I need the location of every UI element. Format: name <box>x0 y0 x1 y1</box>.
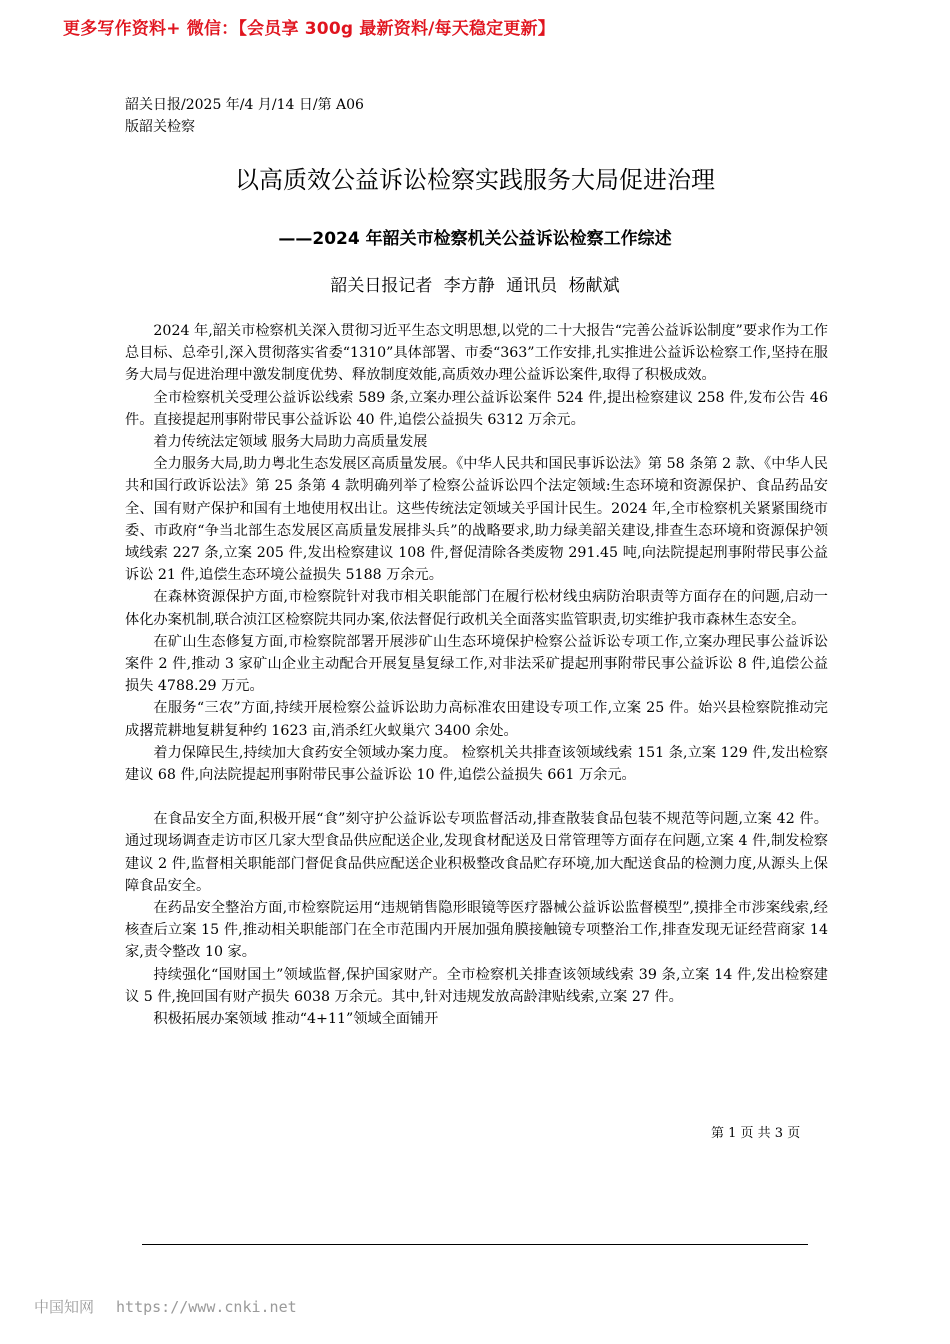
source-line-1: 韶关日报/2025 年/4 月/14 日/第 A06 <box>125 97 364 113</box>
section-heading: 积极拓展办案领域 推动“4+11”领域全面铺开 <box>153 1011 439 1028</box>
paragraph: 全市检察机关受理公益诉讼线索 589 条,立案办理公益诉讼案件 524 件,提出检察建议 258 件,发布公告 46 件。直接提起刑事附带民事公益诉讼 40 件,追偿公益损失 6312 万余元。 <box>125 389 828 428</box>
article-body <box>125 320 828 1030</box>
page-number: 第 1 页 共 3 页 <box>711 1126 801 1141</box>
paragraph: 持续强化“国财国土”领域监督,保护国家财产。全市检察机关排查该领域线索 39 条,立案 14 件,发出检察建议 5 件,挽回国有财产损失 6038 万余元。其中,针对违规发放高龄津贴线索,立案 27 件。 <box>125 966 828 1005</box>
footer <box>34 1296 297 1317</box>
paragraph: 在矿山生态修复方面,市检察院部署开展涉矿山生态环境保护检察公益诉讼专项工作,立案办理民事公益诉讼案件 2 件,推动 3 家矿山企业主动配合开展复垦复绿工作,对非法采矿提起刑事附带民事公益诉讼 8 件,追偿公益损失 4788.29 万元。 <box>125 633 828 695</box>
footer-brand: 中国知网 <box>34 1298 95 1316</box>
footer-divider <box>142 1244 808 1245</box>
paragraph: 在森林资源保护方面,市检察院针对我市相关职能部门在履行松材线虫病防治职责等方面存在的问题,启动一体化办案机制,联合浈江区检察院共同办案,依法督促行政机关全面落实监管职责,切实维护我市森林生态安全。 <box>125 589 828 628</box>
section-heading: 着力传统法定领域 服务大局助力高质量发展 <box>153 434 428 451</box>
paragraph: 在服务“三农”方面,持续开展检察公益诉讼助力高标准农田建设专项工作,立案 25 件。始兴县检察院推动完成撂荒耕地复耕复种约 1623 亩,消杀红火蚁巢穴 3400 余处。 <box>125 700 828 739</box>
paragraph: 着力保障民生,持续加大食药安全领域办案力度。 检察机关共排查该领域线索 151 条,立案 129 件,发出检察建议 68 件,向法院提起刑事附带民事公益诉讼 10 件,追偿公益损失 661 万余元。 <box>125 744 828 784</box>
paragraph: 在食品安全方面,积极开展“食”刻守护公益诉讼专项监督活动,排查散装食品包装不规范等问题,立案 42 件。通过现场调查走访市区几家大型食品供应配送企业,发现食材配送及日常管理等方面存在问题,立案 4 件,制发检察建议 2 件,监督相关职能部门督促食品供应配送企业积极整改食品贮存环境,加大配送食品的检测力度,从源头上保障食品安全。 <box>125 811 828 894</box>
source-line-2: 版韶关检察 <box>125 119 195 135</box>
article-title: 以高质效公益诉讼检察实践服务大局促进治理 <box>235 166 715 194</box>
promo-banner: 更多写作资料+ 微信：【会员享 300g 最新资料/每天稳定更新】 <box>63 19 555 39</box>
article-byline: 韶关日报记者 李方静 通讯员 杨献斌 <box>330 276 620 296</box>
footer-url-link[interactable]: https://www.cnki.net <box>116 1298 297 1316</box>
paragraph: 在药品安全整治方面,市检察院运用“违规销售隐形眼镜等医疗器械公益诉讼监督模型”,摸排全市涉案线索,经核查后立案 15 件,推动相关职能部门在全市范围内开展加强角膜接触镜专项整治工作,排查发现无证经营商家 14 家,责令整改 10 家。 <box>125 900 828 961</box>
article-subtitle: ——2024 年韶关市检察机关公益诉讼检察工作综述 <box>278 229 672 249</box>
paragraph: 2024 年,韶关市检察机关深入贯彻习近平生态文明思想,以党的二十大报告“完善公益诉讼制度”要求作为工作总目标、总牵引,深入贯彻落实省委“1310”具体部署、市委“363”工作安排,扎实推进公益诉讼检察工作,坚持在服务大局与促进治理中激发制度优势、释放制度效能,高质效办理公益诉讼案件,取得了积极成效。 <box>125 323 828 384</box>
paragraph: 全力服务大局,助力粤北生态发展区高质量发展。《中华人民共和国民事诉讼法》第 58 条第 2 款、《中华人民共和国行政诉讼法》第 25 条第 4 款明确列举了检察公益诉讼四个法定领域:生态环境和资源保护、食品药品安全、国有财产保护和国有土地使用权出让。这些传统法定领域关乎国计民生。2024 年,全市检察机关紧紧围绕市委、市政府“争当北部生态发展区高质量发展排头兵”的战略要求,助力绿美韶关建设,排查生态环境和资源保护领域线索 227 条,立案 205 件,发出检察建议 108 件,督促清除各类废物 291.45 吨,向法院提起刑事附带民事公益诉讼 21 件,追偿生态环境公益损失 5188 万余元。 <box>125 456 828 584</box>
source-info <box>125 94 364 138</box>
